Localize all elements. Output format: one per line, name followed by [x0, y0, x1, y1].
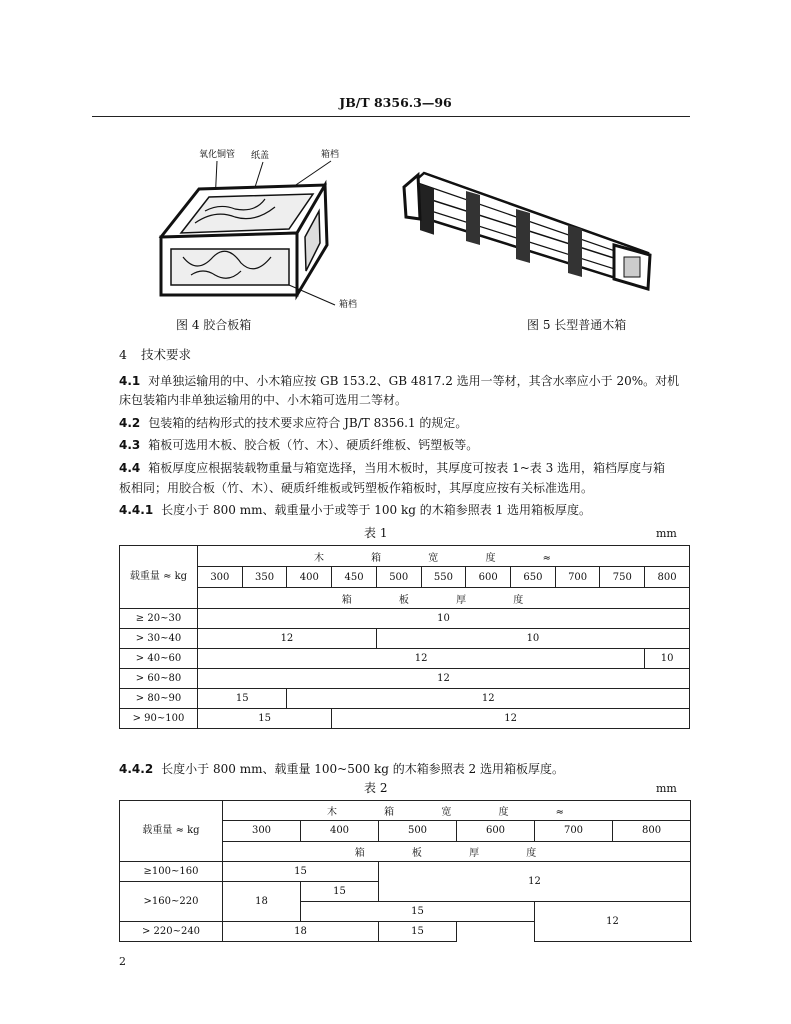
clause-text: 板相同；用胶合板（竹、木）、硬质纤维板或钙塑板作箱板时，其厚度应按有关标准选用。	[119, 481, 594, 495]
table-row	[120, 669, 690, 689]
table-1-unit: mm	[656, 527, 677, 540]
load-cell: > 220~240	[120, 922, 223, 942]
load-cell: > 90~100	[120, 709, 198, 729]
thickness-cell: 10	[198, 609, 690, 629]
fig4-label-1: 氧化铜管	[199, 150, 236, 160]
table-1-sub-header	[198, 588, 690, 609]
width-cell: 500	[376, 567, 421, 588]
thickness-cell: 18	[223, 882, 301, 922]
width-cell: 800	[613, 821, 691, 841]
figure-4-drawing	[155, 145, 375, 310]
clause-4-1	[119, 372, 679, 391]
clause-text: 对单独运输用的中、小木箱应按 GB 153.2、GB 4817.2 选用一等材，其含水率应小于 20%。对机	[148, 374, 680, 388]
width-cell: 600	[466, 567, 511, 588]
load-cell: ≥100~160	[120, 862, 223, 882]
thickness-cell: 10	[645, 649, 690, 669]
clause-text: 包装箱的结构形式的技术要求应符合 JB/T 8356.1 的规定。	[148, 416, 468, 430]
clause-text: 箱板可选用木板、胶合板（竹、木）、硬质纤维板、钙塑板等。	[148, 438, 479, 452]
page-header: JB/T 8356.3—96	[339, 95, 452, 110]
thickness-cell: 15	[223, 862, 379, 882]
thickness-cell: 15	[379, 922, 457, 942]
width-cell: 700	[555, 567, 600, 588]
table-1-group-header	[198, 546, 690, 567]
row-header-text: 载重量 ≈ kg	[129, 571, 188, 582]
table-2	[119, 800, 691, 942]
thickness-cell: 12	[535, 902, 691, 942]
width-cell: 750	[600, 567, 645, 588]
clause-text: 长度小于 800 mm、载重量小于或等于 100 kg 的木箱参照表 1 选用箱板厚度。	[161, 503, 592, 517]
table-1-row-header	[120, 546, 198, 609]
clause-num: 4.4.1	[119, 503, 154, 517]
table-row	[120, 689, 690, 709]
clause-text: 箱板厚度应根据装载物重量与箱宽选择，当用木板时，其厚度可按表 1~表 3 选用，箱档厚度与箱	[148, 461, 666, 475]
clause-num: 4.2	[119, 416, 141, 430]
thickness-cell: 12	[198, 669, 690, 689]
clause-text: 床包装箱内非单独运输用的中、小木箱可选用二等材。	[119, 393, 408, 407]
table-2-group-header	[223, 801, 691, 821]
width-cell: 800	[645, 567, 690, 588]
fig4-label-2: 纸盖	[251, 151, 270, 161]
table-row	[120, 609, 690, 629]
width-cell: 400	[301, 821, 379, 841]
table-1-caption: 表 1	[364, 526, 388, 540]
width-cell: 650	[511, 567, 556, 588]
section-title: 技术要求	[140, 347, 191, 362]
clause-num: 4.4.2	[119, 762, 154, 776]
header-rule	[92, 116, 690, 117]
width-cell: 550	[421, 567, 466, 588]
width-cell: 300	[223, 821, 301, 841]
sub-header-text: 箱 板 厚 度	[341, 594, 546, 606]
figure-5-caption: 图 5 长型普通木箱	[527, 318, 627, 332]
load-cell: > 30~40	[120, 629, 198, 649]
table-2-unit: mm	[656, 782, 677, 795]
fig4-label-3: 箱档	[321, 150, 340, 160]
width-cell: 600	[457, 821, 535, 841]
table-1	[119, 545, 690, 729]
load-cell: > 80~90	[120, 689, 198, 709]
width-cell: 700	[535, 821, 613, 841]
clause-4-3	[119, 436, 478, 455]
table-row	[120, 709, 690, 729]
width-cell: 300	[198, 567, 243, 588]
table-2-caption: 表 2	[364, 781, 388, 795]
clause-num: 4.1	[119, 374, 141, 388]
load-cell: ≥ 20~30	[120, 609, 198, 629]
fig4-label-4: 箱档	[339, 300, 358, 310]
thickness-cell: 18	[223, 922, 379, 942]
clause-4-1-cont	[119, 391, 407, 410]
clause-4-2	[119, 414, 467, 433]
clause-4-4-2	[119, 760, 564, 779]
width-cell: 400	[287, 567, 332, 588]
table-2-row-header	[120, 801, 223, 862]
thickness-cell: 12	[198, 649, 645, 669]
thickness-cell: 15	[301, 882, 379, 902]
table-row	[120, 649, 690, 669]
sub-header-text: 箱 板 厚 度	[354, 847, 559, 859]
thickness-cell: 10	[376, 629, 689, 649]
group-header-text: 木 箱 宽 度 ≈	[326, 807, 587, 819]
clause-num: 4.4	[119, 461, 141, 475]
thickness-cell: 15	[198, 709, 332, 729]
load-cell: > 40~60	[120, 649, 198, 669]
load-cell: > 60~80	[120, 669, 198, 689]
group-header-text: 木 箱 宽 度 ≈	[313, 552, 574, 564]
figure-5-drawing	[398, 165, 658, 300]
clause-text: 长度小于 800 mm、载重量 100~500 kg 的木箱参照表 2 选用箱板厚度。	[161, 762, 564, 776]
table-row	[120, 629, 690, 649]
width-cell: 500	[379, 821, 457, 841]
section-number: 4	[119, 347, 127, 362]
clause-4-4-cont	[119, 479, 593, 498]
clause-4-4-1	[119, 501, 591, 520]
page-number: 2	[119, 955, 126, 968]
width-cell: 450	[332, 567, 377, 588]
thickness-cell: 15	[301, 902, 535, 922]
section-heading	[119, 345, 191, 363]
clause-4-4	[119, 459, 665, 478]
thickness-cell: 12	[379, 862, 691, 902]
thickness-cell: 15	[198, 689, 287, 709]
clause-num: 4.3	[119, 438, 141, 452]
width-cell: 350	[242, 567, 287, 588]
thickness-cell: 12	[198, 629, 377, 649]
figure-4-caption: 图 4 胶合板箱	[176, 318, 252, 332]
row-header-text: 载重量 ≈ kg	[142, 825, 200, 836]
table-2-sub-header	[223, 841, 691, 861]
thickness-cell: 12	[287, 689, 690, 709]
thickness-cell: 12	[332, 709, 690, 729]
load-cell: >160~220	[120, 882, 223, 922]
